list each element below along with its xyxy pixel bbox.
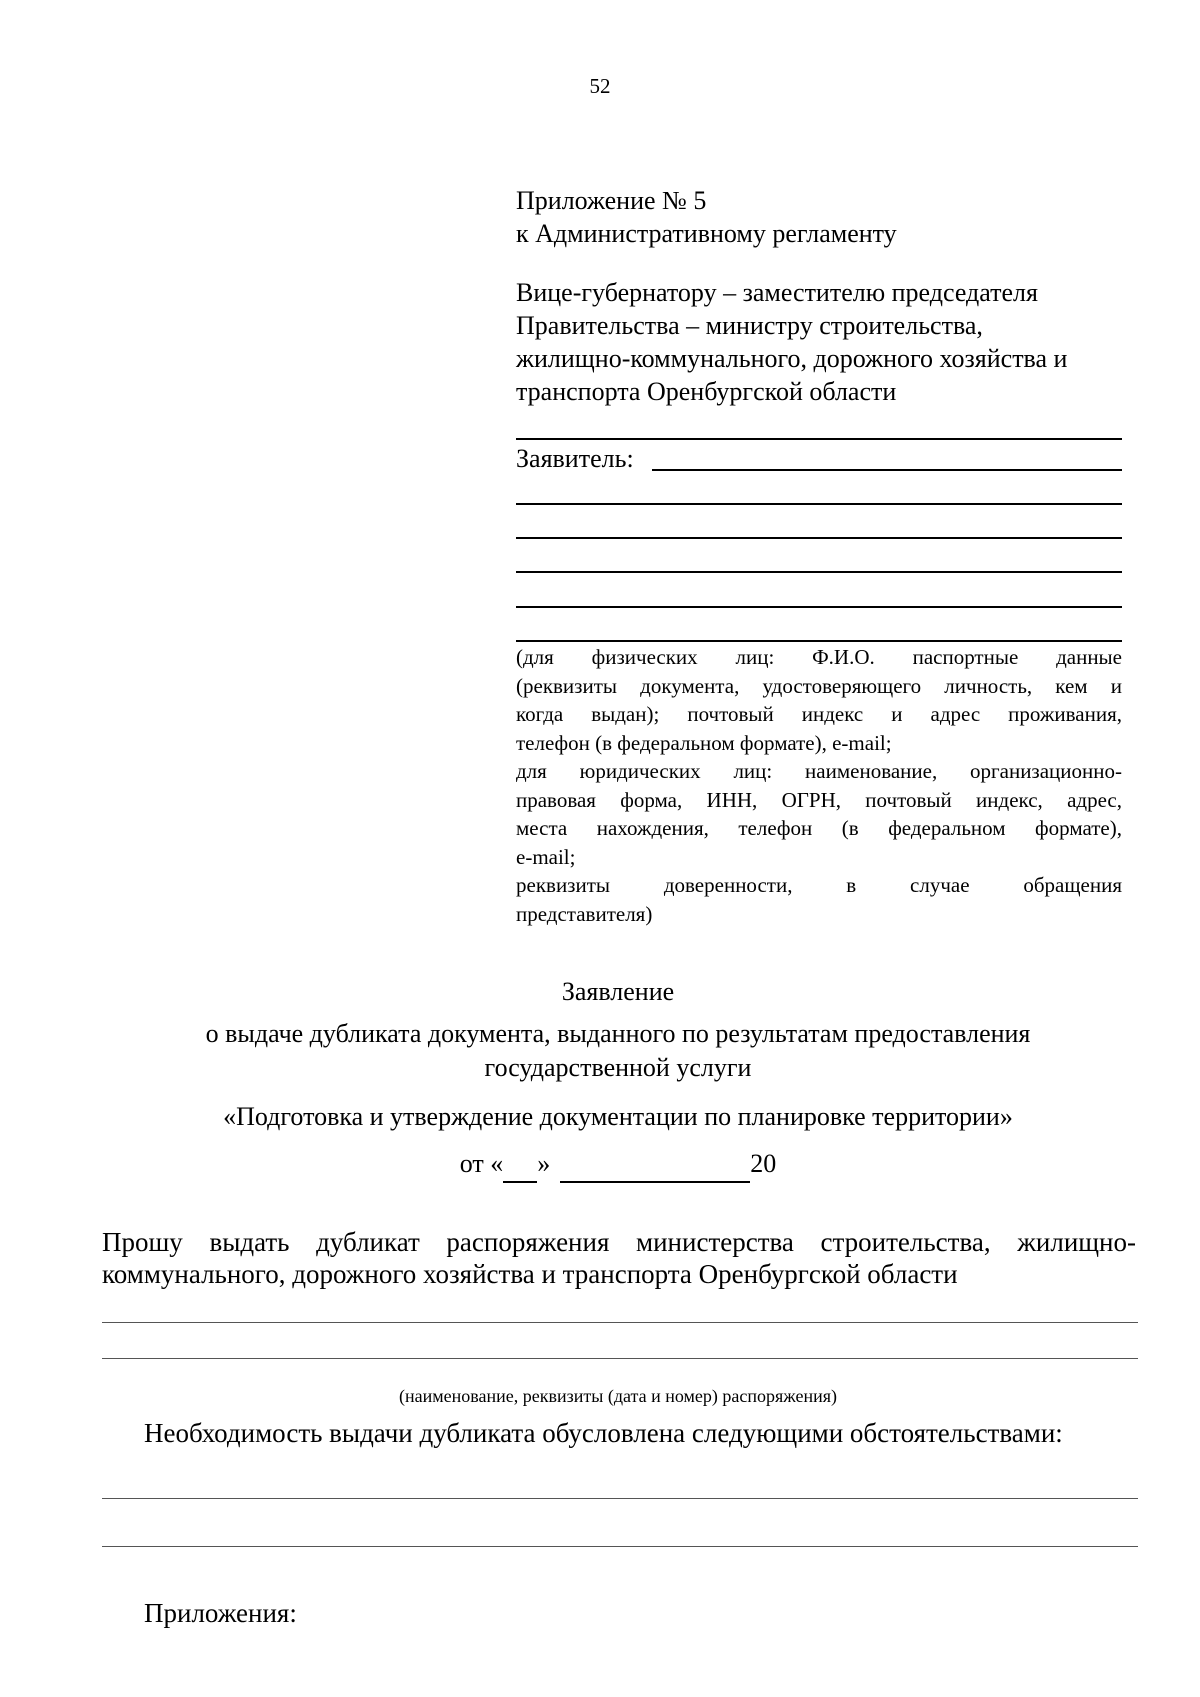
applicant-hint xyxy=(516,643,1122,928)
addressee-name-line[interactable] xyxy=(516,438,1122,440)
order-details-line[interactable] xyxy=(102,1322,1138,1323)
addressee-line: Вице-губернатору – заместителю председателя xyxy=(516,278,1038,307)
annex-subtitle: к Административному регламенту xyxy=(516,219,897,248)
order-caption: (наименование, реквизиты (дата и номер) распоряжения) xyxy=(398,1386,837,1406)
hint-line: когда выдан); почтовый индекс и адрес проживания, xyxy=(516,702,1122,726)
applicant-field[interactable] xyxy=(652,469,1122,471)
hint-line: (реквизиты документа, удостоверяющего личность, кем и xyxy=(516,673,1122,698)
addressee-line: жилищно-коммунального, дорожного хозяйства и xyxy=(516,344,1068,373)
reason-line[interactable] xyxy=(102,1546,1138,1547)
request-text: Прошу выдать дубликат распоряжения министерства строительства, жилищно-коммунального, дорожного хозяйства и транспорта Оренбургской области xyxy=(102,1227,1136,1289)
order-details-line[interactable] xyxy=(102,1358,1138,1359)
reason-text: Необходимость выдачи дубликата обусловлена следующими обстоятельствами: xyxy=(144,1418,1063,1448)
applicant-details-line[interactable] xyxy=(516,503,1122,505)
annex-title: Приложение № 5 xyxy=(516,186,707,215)
hint-line: телефон (в федеральном формате), e-mail; xyxy=(516,730,892,755)
hint-line: реквизиты доверенности, в случае обращения xyxy=(516,873,1122,897)
date-line xyxy=(0,1147,1200,1183)
date-day-field[interactable] xyxy=(503,1147,537,1183)
date-mid: » xyxy=(537,1149,551,1178)
applicant-details-line[interactable] xyxy=(516,606,1122,608)
page-number: 52 xyxy=(589,74,611,98)
hint-line: e-mail; xyxy=(516,844,576,869)
hint-line: для юридических лиц: наименование, организационно- xyxy=(516,759,1122,783)
statement-subtitle-line: государственной услуги xyxy=(484,1053,752,1082)
service-name: «Подготовка и утверждение документации по планировке территории» xyxy=(223,1102,1013,1131)
date-prefix: от « xyxy=(459,1149,504,1178)
statement-title: Заявление xyxy=(561,977,675,1006)
hint-line: представителя) xyxy=(516,901,653,926)
hint-line: (для физических лиц: Ф.И.О. паспортные данные xyxy=(516,645,1122,669)
addressee-block xyxy=(516,276,1126,408)
hint-line: правовая форма, ИНН, ОГРН, почтовый индекс, адрес, xyxy=(516,787,1122,812)
statement-subtitle-line: о выдаче дубликата документа, выданного по результатам предоставления xyxy=(205,1019,1031,1048)
statement-subtitle xyxy=(0,1017,1200,1085)
attachments-label: Приложения: xyxy=(144,1598,297,1628)
date-month-field[interactable] xyxy=(560,1147,750,1183)
applicant-label: Заявитель: xyxy=(516,444,634,473)
hint-line: места нахождения, телефон (в федеральном формате), xyxy=(516,816,1122,840)
applicant-details-line[interactable] xyxy=(516,571,1122,573)
date-year: 20 xyxy=(750,1149,777,1178)
addressee-line: транспорта Оренбургской области xyxy=(516,377,897,406)
reason-line[interactable] xyxy=(102,1498,1138,1499)
addressee-line: Правительства – министру строительства, xyxy=(516,311,983,340)
annex-header xyxy=(516,184,1126,250)
applicant-details-line[interactable] xyxy=(516,537,1122,539)
applicant-details-line[interactable] xyxy=(516,640,1122,642)
